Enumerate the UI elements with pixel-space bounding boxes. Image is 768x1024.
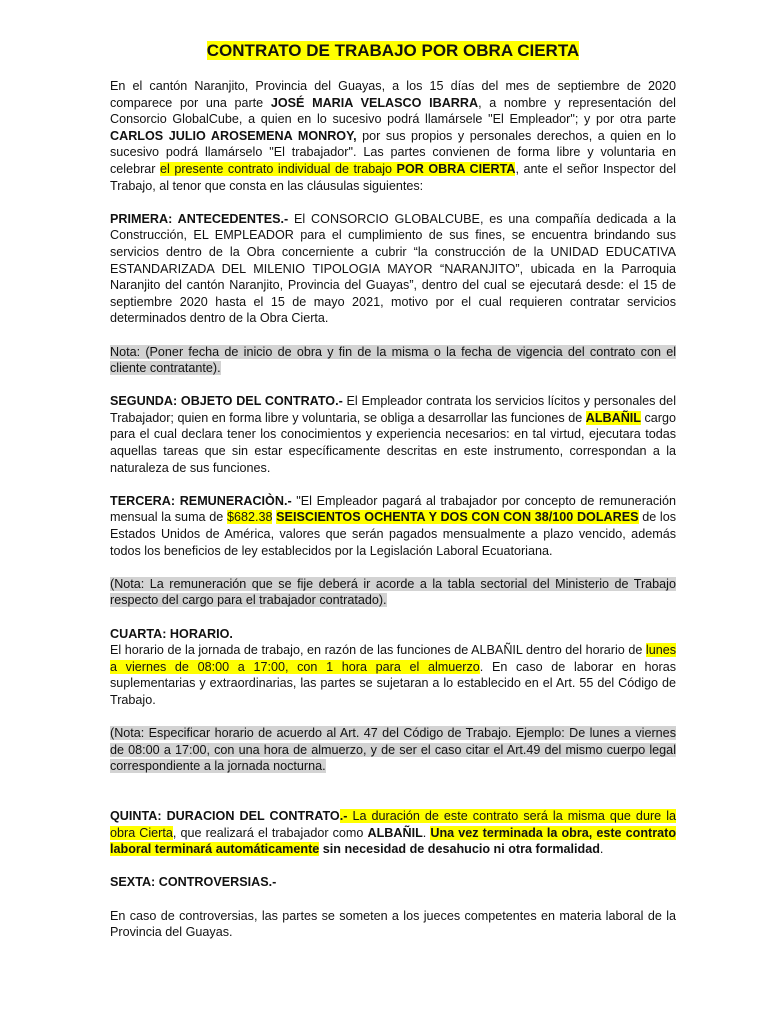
clause-primera-heading: PRIMERA: ANTECEDENTES.-	[110, 211, 289, 226]
note-primera-text: Nota: (Poner fecha de inicio de obra y fin de la misma o la fecha de vigencia del contrato con el cliente contratante).	[110, 344, 676, 376]
salary-amount-words: SEISCIENTOS OCHENTA Y DOS CON CON 38/100 DOLARES	[276, 510, 639, 525]
clause-tercera-text-2: de los Estados Unidos de América, valores que serán pagados mensualmente a plazo vencido, además todos los beneficios de ley establecidos por la Legislación Laboral Ecuatoriana.	[110, 510, 676, 558]
intro-text-4: , ante el señor Inspector del Trabajo, al tenor que consta en las cláusulas siguientes:	[110, 161, 677, 193]
job-role: ALBAÑIL	[367, 825, 423, 840]
worker-name: CARLOS JULIO AROSEMENA MONROY,	[110, 128, 357, 143]
clause-sexta-text: En caso de controversias, las partes se someten a los jueces competentes en materia laboral de la Provincia del Guayas.	[110, 908, 676, 940]
note-cuarta	[110, 725, 676, 775]
note-primera	[110, 344, 676, 377]
intro-paragraph	[110, 78, 676, 194]
contract-document	[110, 40, 676, 941]
clause-quinta-text-4: .	[599, 842, 604, 857]
salary-amount: $682.38	[226, 510, 273, 525]
clause-tercera	[110, 493, 676, 559]
intro-highlight-1: el presente contrato individual de trabajo	[160, 161, 397, 176]
clause-segunda-text-1: El Empleador contrata los servicios lícitos y personales del Trabajador; quien en forma libre y voluntaria, se obliga a desarrollar las funciones de	[110, 394, 676, 425]
document-title-text: CONTRATO DE TRABAJO POR OBRA CIERTA	[206, 41, 580, 60]
note-tercera-text: (Nota: La remuneración que se fije deberá ir acorde a la tabla sectorial del Ministerio de Trabajo respecto del cargo para el trabajador contratado).	[110, 576, 676, 608]
clause-segunda	[110, 393, 676, 476]
clause-cuarta-heading: CUARTA: HORARIO.	[110, 626, 233, 641]
intro-highlight-2: POR OBRA CIERTA	[396, 161, 516, 176]
clause-quinta-text-1: , que realizará el trabajador como	[172, 825, 368, 840]
employer-representative: JOSÉ MARIA VELASCO IBARRA	[270, 95, 479, 110]
clause-quinta-heading-mark: .-	[339, 808, 348, 823]
clause-segunda-text-2: cargo para el cual declara tener los conocimientos y experiencia necesarios: en tal virtud, ejecutara todas aquellas tareas que sin estar específicamente descritas en este instrumento, correspondan a la naturaleza de sus funciones.	[110, 410, 676, 475]
clause-sexta-heading-line	[110, 874, 676, 891]
clause-cuarta-text-2: . En caso de laborar en horas suplementarias y extraordinarias, las partes se sujetaran a lo establecido en el Art. 55 del Código de Trabajo.	[110, 659, 676, 707]
clause-cuarta-heading-line	[110, 626, 676, 643]
clause-quinta-text-3: sin necesidad de desahucio ni otra formalidad	[319, 842, 600, 857]
clause-quinta-heading: QUINTA: DURACION DEL CONTRATO	[110, 808, 340, 823]
duration-highlight: La duración de este contrato será la misma que dure la obra Cierta	[110, 808, 676, 840]
clause-sexta-heading: SEXTA: CONTROVERSIAS.-	[110, 875, 277, 890]
clause-cuarta	[110, 642, 676, 708]
intro-text-2: , a nombre y representación del Consorcio GlobalCube, a quien en lo sucesivo podrá llamársele "El Empleador"; y por otra parte	[110, 95, 676, 127]
document-title	[110, 40, 676, 62]
clause-quinta-text-2: .	[422, 825, 431, 840]
clause-tercera-heading: TERCERA: REMUNERACIÒN.-	[110, 493, 292, 508]
termination-highlight: Una vez terminada la obra, este contrato laboral terminará automáticamente	[110, 825, 677, 857]
clause-sexta	[110, 908, 676, 941]
note-tercera	[110, 576, 676, 609]
note-cuarta-text: (Nota: Especificar horario de acuerdo al Art. 47 del Código de Trabajo. Ejemplo: De lunes a viernes de 08:00 a 17:00, con una hora de almuerzo, y de ser el caso citar el Art.49 del mismo cuerpo legal correspondiente a la jornada nocturna.	[110, 726, 676, 774]
clause-tercera-text-1: "El Empleador pagará al trabajador por concepto de remuneración mensual la suma de	[110, 493, 676, 525]
schedule-highlight: lunes a viernes de 08:00 a 17:00, con 1 hora para el almuerzo	[110, 643, 676, 674]
intro-text-3: por sus propios y personales derechos, a quien en lo sucesivo podrá llamárselo "El trabajador". Las partes convienen de forma libre y voluntaria en celebrar	[110, 128, 677, 176]
clause-primera	[110, 211, 676, 327]
clause-segunda-heading: SEGUNDA: OBJETO DEL CONTRATO.-	[110, 394, 343, 409]
clause-primera-text: El CONSORCIO GLOBALCUBE, es una compañía dedicada a la Construcción, EL EMPLEADOR para el cumplimiento de sus fines, se encuentra brindando sus servicios dentro de la Obra concerniente a cubrir “la construcción de la UNIDAD EDUCATIVA ESTANDARIZADA DEL MILENIO TIPOLOGIA MAYOR “NARANJITO”, ubicada en la Parroquia Naranjito del cantón Naranjito, Provincia del Guayas”, dentro del cual se ejecutará desde: el 15 de septiembre 2020 hasta el 15 de mayo 2021, motivo por el cual requieren contratar servicios determinados dentro de la Obra Cierta.	[110, 211, 676, 326]
job-role-highlight: ALBAÑIL	[585, 410, 641, 425]
clause-quinta	[110, 808, 676, 858]
intro-text-1: En el cantón Naranjito, Provincia del Guayas, a los 15 días del mes de septiembre de 2020 comparece por una parte	[110, 79, 676, 110]
clause-cuarta-text-1: El horario de la jornada de trabajo, en razón de las funciones de ALBAÑIL dentro del horario de	[110, 643, 646, 658]
